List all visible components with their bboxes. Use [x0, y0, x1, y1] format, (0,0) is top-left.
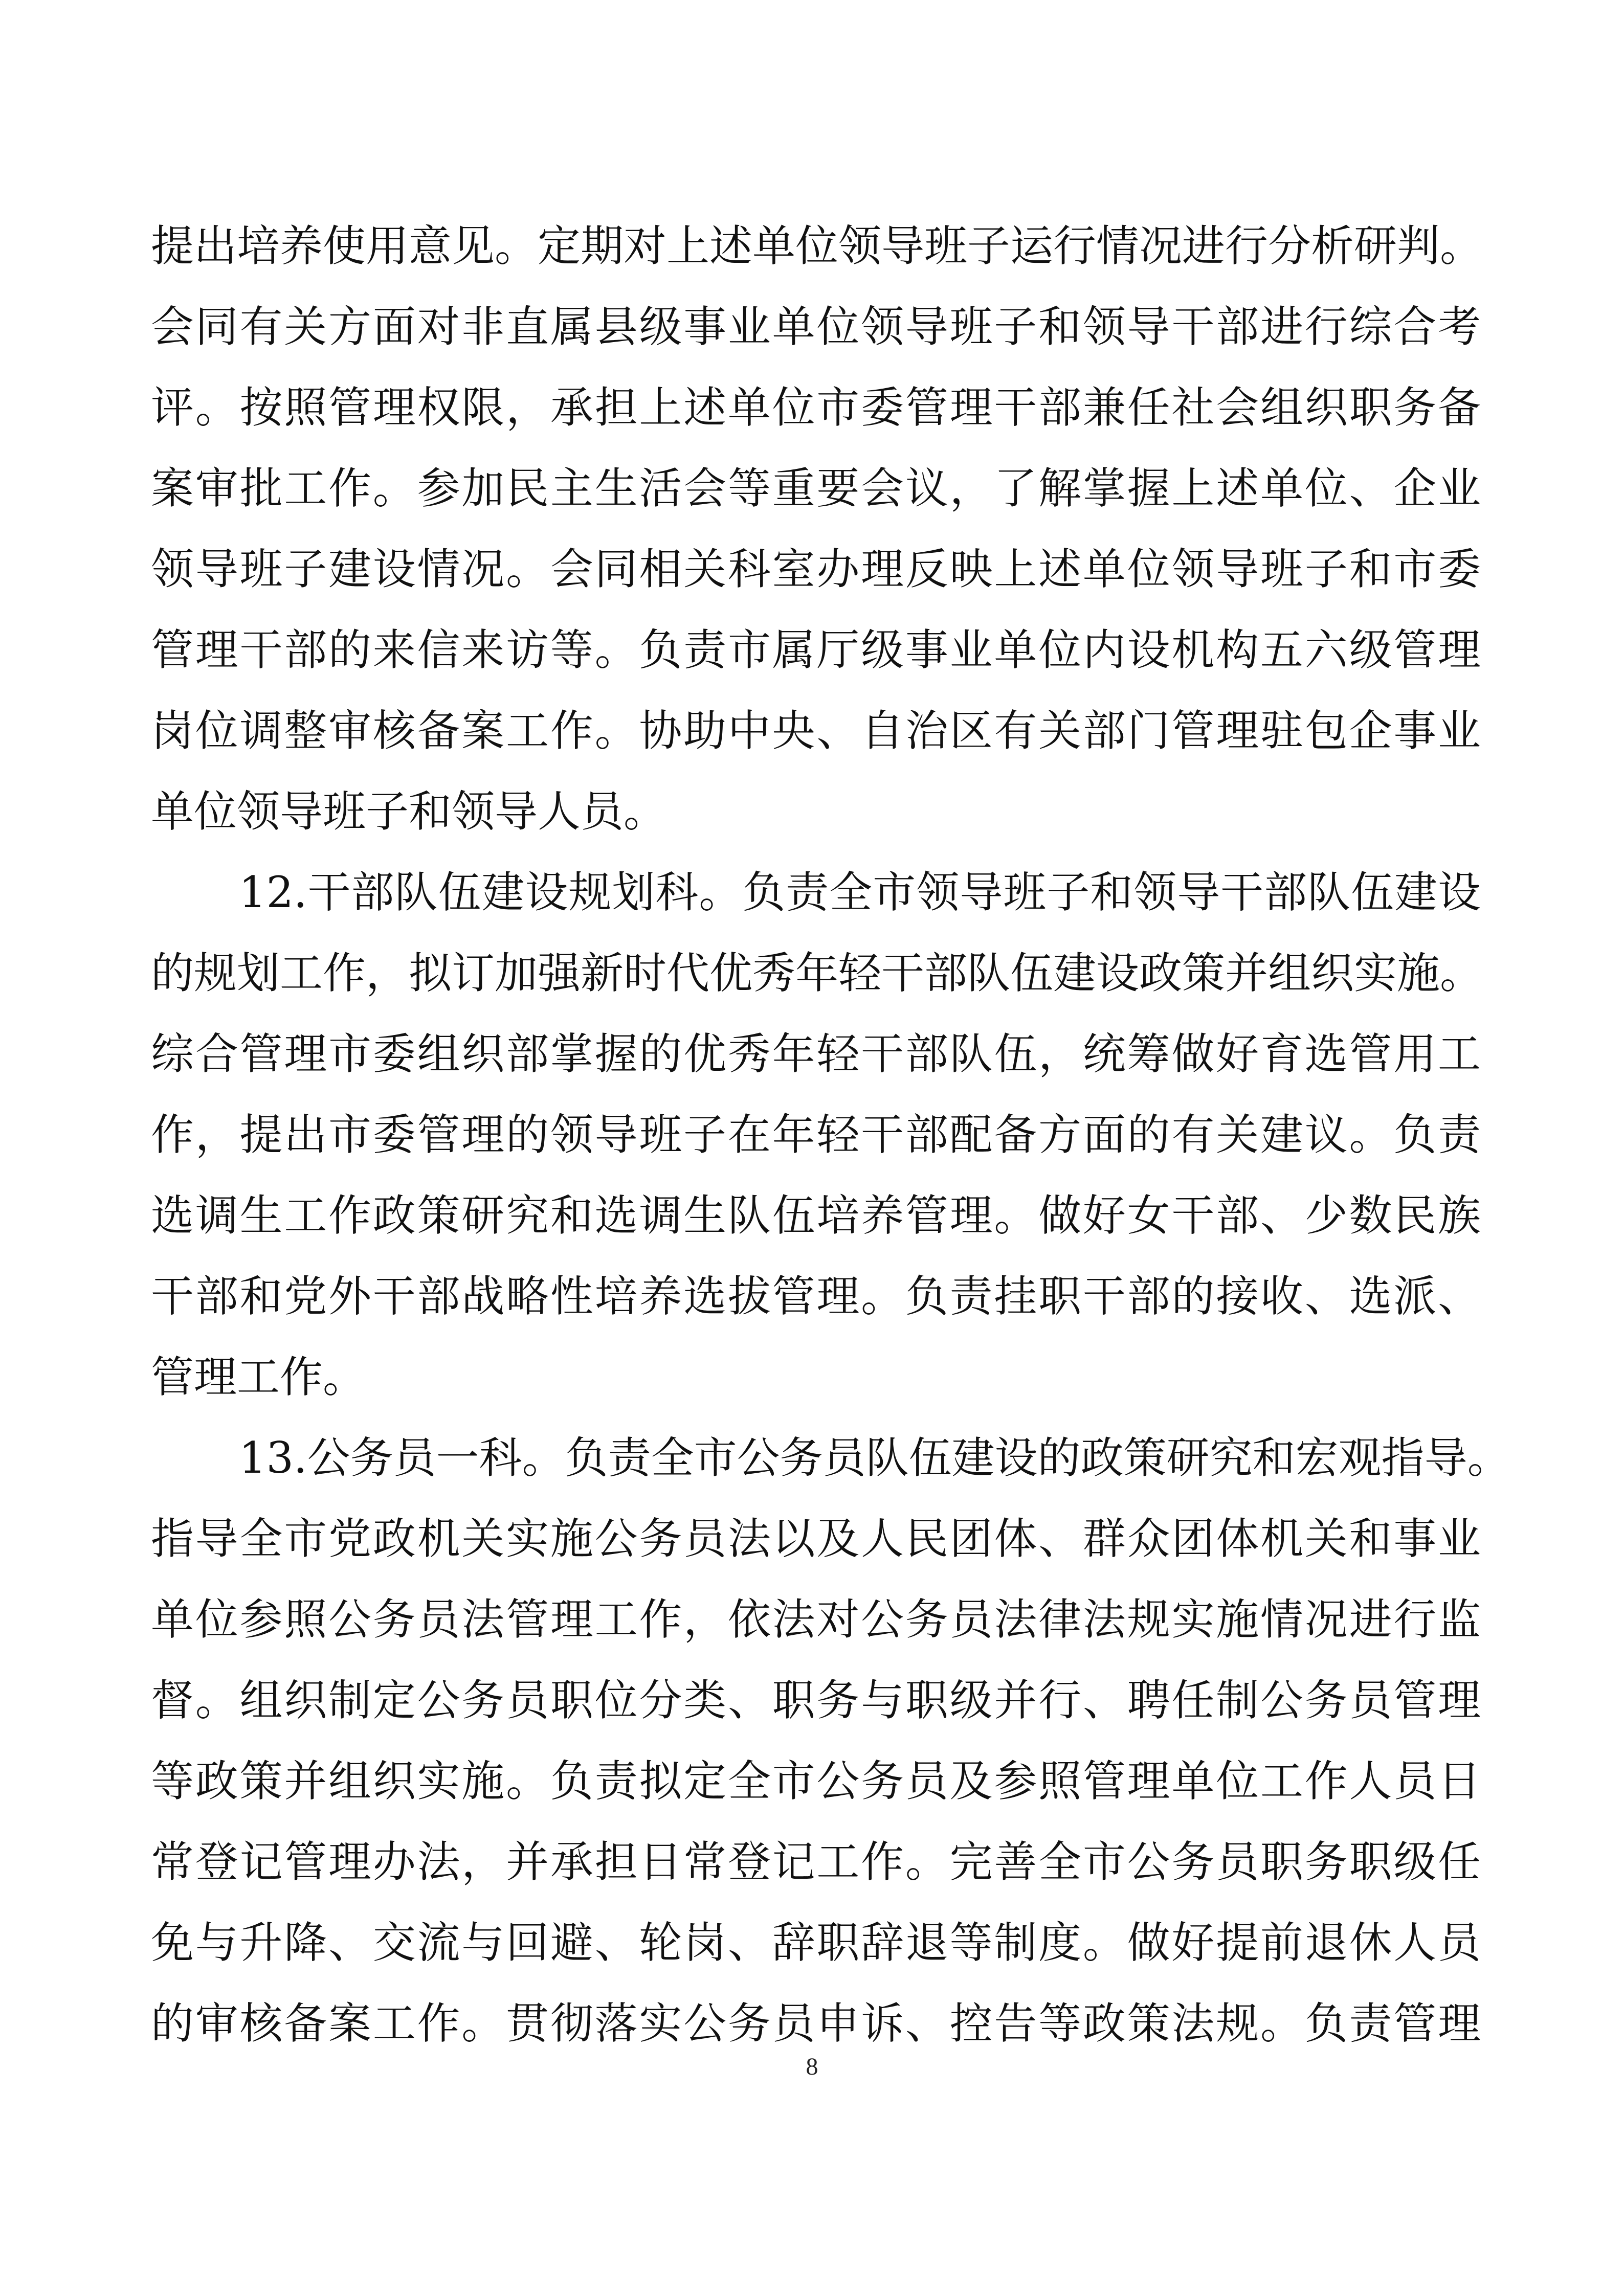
text-line: 作，提出市委管理的领导班子在年轻干部配备方面的有关建议。负责: [151, 1110, 1481, 1160]
text-line: 岗位调整审核备案工作。协助中央、自治区有关部门管理驻包企事业: [151, 706, 1481, 756]
text-line: 单位领导班子和领导人员。: [151, 786, 667, 837]
text-line: 常登记管理办法，并承担日常登记工作。完善全市公务员职务职级任: [151, 1837, 1481, 1887]
text-line: 单位参照公务员法管理工作，依法对公务员法律法规实施情况进行监: [151, 1594, 1481, 1645]
text-line: 案审批工作。参加民主生活会等重要会议，了解掌握上述单位、企业: [151, 463, 1481, 513]
text-line: 综合管理市委组织部掌握的优秀年轻干部队伍，统筹做好育选管用工: [151, 1029, 1481, 1079]
text-line: 评。按照管理权限，承担上述单位市委管理干部兼任社会组织职务备: [151, 382, 1481, 433]
text-line: 选调生工作政策研究和选调生队伍培养管理。做好女干部、少数民族: [151, 1190, 1481, 1241]
text-line: 提出培养使用意见。定期对上述单位领导班子运行情况进行分析研判。: [151, 221, 1483, 271]
text-line: 会同有关方面对非直属县级事业单位领导班子和领导干部进行综合考: [151, 302, 1481, 352]
section-heading-line: 13.公务员一科。负责全市公务员队伍建设的政策研究和宏观指导。: [239, 1433, 1510, 1483]
text-line: 等政策并组织实施。负责拟定全市公务员及参照管理单位工作人员日: [151, 1756, 1481, 1806]
text-line: 的审核备案工作。贯彻落实公务员申诉、控告等政策法规。负责管理: [151, 1998, 1481, 2049]
body-text: [151, 206, 1510, 2064]
section-heading-line: 12.干部队伍建设规划科。负责全市领导班子和领导干部队伍建设: [239, 867, 1481, 917]
text-line: 管理工作。: [151, 1352, 366, 1402]
text-line: 领导班子建设情况。会同相关科室办理反映上述单位领导班子和市委: [151, 544, 1481, 594]
text-line: 指导全市党政机关实施公务员法以及人民团体、群众团体机关和事业: [151, 1514, 1481, 1564]
text-line: 管理干部的来信来访等。负责市属厅级事业单位内设机构五六级管理: [151, 625, 1481, 675]
text-line: 的规划工作，拟订加强新时代优秀年轻干部队伍建设政策并组织实施。: [151, 948, 1483, 998]
page-number: 8: [806, 2053, 818, 2080]
text-line: 免与升降、交流与回避、轮岗、辞职辞退等制度。做好提前退休人员: [151, 1918, 1481, 1968]
text-line: 干部和党外干部战略性培养选拔管理。负责挂职干部的接收、选派、: [151, 1271, 1481, 1321]
text-line: 督。组织制定公务员职位分类、职务与职级并行、聘任制公务员管理: [151, 1675, 1481, 1725]
